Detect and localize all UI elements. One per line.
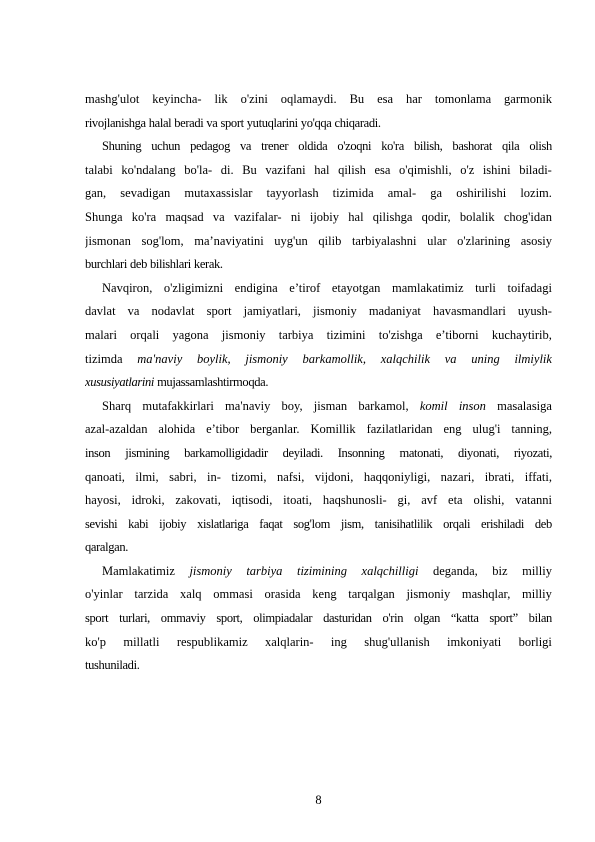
italic-word: xususiyatlarini [85, 375, 155, 390]
word: qilishga [372, 209, 413, 224]
word: erishiladi [481, 516, 525, 531]
word: sport, [216, 611, 243, 626]
word: sevishi [85, 516, 118, 531]
word: biz [492, 563, 508, 578]
italic-word: va [444, 351, 457, 366]
word: kuchaytirib, [491, 327, 552, 342]
word: jamiyatlari, [243, 304, 301, 319]
word: amal- [387, 186, 417, 201]
word: tushuniladi. [85, 658, 140, 673]
word: in- [207, 469, 221, 484]
word: jismoniy [313, 304, 357, 319]
word: halal [148, 115, 172, 130]
word: zakovati, [175, 493, 221, 508]
word: bilan [528, 611, 552, 626]
word: mamlakatimiz [392, 280, 464, 295]
text-line [85, 182, 552, 206]
word: berganlar. [250, 422, 300, 437]
word: mutaxassislar [184, 186, 253, 201]
word: kerak. [193, 257, 223, 272]
word: sport [220, 115, 244, 130]
word: olish [529, 139, 552, 154]
italic-word: komil [419, 398, 448, 413]
italic-word: ma'naviy [137, 351, 183, 366]
text-line [85, 253, 552, 277]
word: e’tiborni [435, 327, 479, 342]
word: qila [501, 139, 520, 154]
word: sevadigan [120, 186, 171, 201]
word: boy, [281, 398, 303, 413]
word: vazifalar- [233, 209, 282, 224]
word: eng [443, 422, 462, 437]
word: rivojlanishga [85, 115, 146, 130]
word: tarqalgan [348, 587, 395, 602]
word: tizimida [332, 186, 374, 201]
word: e’tibor [206, 422, 240, 437]
word: uchun [151, 139, 181, 154]
word: trener [261, 139, 289, 154]
word: haqqoniyligi, [363, 469, 431, 484]
word: yagona [172, 327, 209, 342]
word: tarbiya [278, 327, 314, 342]
word: gan, [85, 186, 107, 201]
word: iffati, [524, 469, 552, 484]
page-number: 8 [315, 793, 322, 807]
italic-word: barkamollik, [302, 351, 366, 366]
word: vazifani [265, 162, 306, 177]
word: bilishlari [149, 257, 191, 272]
word: qanoati, [85, 469, 125, 484]
word: hal [348, 209, 364, 224]
word: faqat [259, 516, 283, 531]
word: vatanni [515, 493, 552, 508]
word: qilib [318, 233, 342, 248]
word: Insonning [337, 445, 385, 460]
word: o'zoqni [337, 139, 372, 154]
word: esa [374, 162, 391, 177]
word: ma’naviyatini [194, 233, 264, 248]
word: vijdoni, [314, 469, 354, 484]
word: millatli [123, 634, 160, 649]
word: e’tirof [289, 280, 321, 295]
word: azal-azaldan [85, 422, 148, 437]
italic-word: inson [458, 398, 486, 413]
word: mashg'ulot [85, 92, 140, 106]
document-body [85, 88, 552, 678]
word: ular [427, 233, 447, 248]
word: nafsi, [276, 469, 305, 484]
text-line [85, 466, 552, 490]
word: va [212, 209, 225, 224]
word: shug'ullanish [364, 634, 430, 649]
word: madaniyat [368, 304, 421, 319]
word: Shuning [102, 139, 142, 154]
word: inson [85, 445, 111, 460]
word: matonati, [399, 445, 444, 460]
word: bilish, [413, 139, 443, 154]
word: sog'lom [293, 516, 330, 531]
word: idroki, [131, 493, 165, 508]
word: tizomi, [231, 469, 267, 484]
word: itoati, [283, 493, 312, 508]
word: hal [314, 162, 330, 177]
word: jismoniy [221, 327, 266, 342]
word: lozim. [520, 186, 552, 201]
word: eta [448, 493, 463, 508]
text-line [85, 371, 552, 395]
word: pedagog [190, 139, 230, 154]
word: maqsad [165, 209, 204, 224]
word: chiqaradi. [334, 115, 381, 130]
word: ijobiy [309, 209, 340, 224]
word: qodir, [421, 209, 451, 224]
text-line [85, 654, 552, 678]
text-line [85, 560, 552, 584]
word: oqlamaydi. [280, 92, 337, 106]
word: sog'lom, [141, 233, 184, 248]
word: lik [214, 92, 228, 106]
word: jismining [125, 445, 170, 460]
word: tanning, [511, 422, 552, 437]
word: yutuqlarini [246, 115, 298, 130]
word: ibrati, [484, 469, 515, 484]
word: imkoniyati [447, 634, 502, 649]
word: fazilatlaridan [366, 422, 433, 437]
word: mashqlar, [461, 587, 511, 602]
word: garmonik [504, 92, 552, 106]
word: xalqlarin- [264, 634, 314, 649]
word: ommaviy [160, 611, 206, 626]
word: davlat [85, 304, 116, 319]
word: yo'qqa [300, 115, 332, 130]
word: ulug'i [472, 422, 501, 437]
word: iqtisodi, [231, 493, 273, 508]
text-line [85, 88, 552, 112]
word: o'z [460, 162, 475, 177]
word: olishi, [473, 493, 505, 508]
text-line [85, 277, 552, 301]
word: turlari, [119, 611, 150, 626]
word: talabi [85, 162, 113, 177]
word: keyincha- [152, 92, 202, 106]
word: ing [330, 634, 347, 649]
text-line [85, 442, 552, 466]
word: o'zligimizni [163, 280, 224, 295]
word: hayosi, [85, 493, 121, 508]
word: respublikamiz [176, 634, 248, 649]
word: jismoniy [406, 587, 451, 602]
italic-word: boylik, [196, 351, 231, 366]
word: ommasi [213, 587, 253, 602]
italic-word: tizimining [296, 563, 347, 578]
word: diyonati, [458, 445, 499, 460]
word: va [240, 139, 252, 154]
word: Navqiron, [102, 280, 153, 295]
word: milliy [522, 587, 552, 602]
word: gi, [397, 493, 411, 508]
word: deb [129, 257, 147, 272]
word: tomonlama [434, 92, 492, 106]
text-line [85, 489, 552, 513]
text-line [85, 513, 552, 537]
word: tanisihatlilik [374, 516, 433, 531]
word: tayyorlash [266, 186, 319, 201]
word: o'rin [382, 611, 404, 626]
word: orasida [264, 587, 301, 602]
word: sport [85, 611, 109, 626]
word: bashorat [452, 139, 492, 154]
text-line [85, 230, 552, 254]
word: uyush- [517, 304, 552, 319]
word: dasturidan [323, 611, 372, 626]
italic-word: jismoniy [189, 563, 232, 578]
word: esa [377, 92, 394, 106]
word: Mamlakatimiz [102, 563, 175, 578]
word: biladi- [519, 162, 552, 177]
italic-word: uning [471, 351, 500, 366]
text-line [85, 607, 552, 631]
word: tarbiyalashni [351, 233, 417, 248]
word: jisman [313, 398, 348, 413]
word: malari [85, 327, 117, 342]
word: o'yinlar [85, 587, 123, 602]
word: sabri, [169, 469, 197, 484]
word: olgan [413, 611, 440, 626]
text-line [85, 300, 552, 324]
word: va [127, 304, 140, 319]
word: qilish [338, 162, 366, 177]
word: Sharq [102, 398, 132, 413]
word: bolalik [459, 209, 495, 224]
word: sport [206, 304, 232, 319]
word: oldida [298, 139, 328, 154]
word: ijobiy [159, 516, 187, 531]
word: ga [430, 186, 443, 201]
word: nazari, [440, 469, 475, 484]
word: jism, [340, 516, 364, 531]
word: bo'la- [184, 162, 213, 177]
word: borligi [518, 634, 552, 649]
word: milliy [522, 563, 552, 578]
word: o'qimishli, [399, 162, 452, 177]
word: barkamolligidadir [184, 445, 268, 460]
word: mujassamlashtirmoqda. [157, 375, 269, 390]
word: sport” [489, 611, 518, 626]
word: va [206, 115, 218, 130]
word: endigina [234, 280, 278, 295]
word: di. [220, 162, 234, 177]
word: qaralgan. [85, 540, 129, 555]
word: orqali [130, 327, 160, 342]
word: o'zlarining [457, 233, 511, 248]
word: olimpiadalar [253, 611, 313, 626]
word: alohida [158, 422, 196, 437]
word: uyg'un [274, 233, 308, 248]
word: xalq [180, 587, 202, 602]
word: ni [290, 209, 301, 224]
word: toifadagi [507, 280, 552, 295]
text-line [85, 583, 552, 607]
word: avf [421, 493, 438, 508]
word: Komillik [310, 422, 356, 437]
word: ko'ra [381, 139, 404, 154]
text-line [85, 536, 552, 560]
word: to'zishga [378, 327, 423, 342]
word: asosiy [520, 233, 552, 248]
word: Bu [242, 162, 257, 177]
word: ko'ra [131, 209, 157, 224]
word: har [405, 92, 422, 106]
word: nodavlat [151, 304, 195, 319]
word: barkamol, [358, 398, 409, 413]
word: jismonan [85, 233, 131, 248]
word: ma'naviy [225, 398, 271, 413]
text-line [85, 112, 552, 136]
word: turli [475, 280, 496, 295]
italic-word: xalqchilik [380, 351, 430, 366]
word: etayotgan [331, 280, 381, 295]
word: havasmandlari [432, 304, 506, 319]
word: tizimini [326, 327, 366, 342]
word: deb [534, 516, 552, 531]
text-line [85, 418, 552, 442]
text-line [85, 395, 552, 419]
text-line [85, 206, 552, 230]
word: ko'p [85, 634, 107, 649]
word: ishini [482, 162, 511, 177]
word: “katta [450, 611, 479, 626]
word: ko'ndalang [121, 162, 176, 177]
text-line [85, 631, 552, 655]
word: haqshunosli- [322, 493, 387, 508]
word: deganda, [432, 563, 478, 578]
text-line [85, 135, 552, 159]
word: masalasiga [497, 398, 552, 413]
word: riyozati, [513, 445, 552, 460]
word: chog'idan [503, 209, 552, 224]
italic-word: tarbiya [246, 563, 283, 578]
word: Shunga [85, 209, 123, 224]
word: o'zini [240, 92, 268, 106]
word: oshirilishi [456, 186, 507, 201]
word: xislatlariga [197, 516, 249, 531]
word: mutafakkirlari [142, 398, 214, 413]
word: tarzida [134, 587, 169, 602]
text-line [85, 159, 552, 183]
word: kabi [128, 516, 149, 531]
italic-word: xalqchilligi [361, 563, 419, 578]
word: beradi [174, 115, 204, 130]
word: orqali [443, 516, 471, 531]
word: keng [312, 587, 337, 602]
italic-word: ilmiylik [514, 351, 552, 366]
word: burchlari [85, 257, 127, 272]
italic-word: jismoniy [245, 351, 288, 366]
word: tizimda [85, 351, 123, 366]
word: Bu [349, 92, 365, 106]
text-line [85, 348, 552, 372]
text-line [85, 324, 552, 348]
word: ilmi, [135, 469, 159, 484]
word: deyiladi. [282, 445, 323, 460]
